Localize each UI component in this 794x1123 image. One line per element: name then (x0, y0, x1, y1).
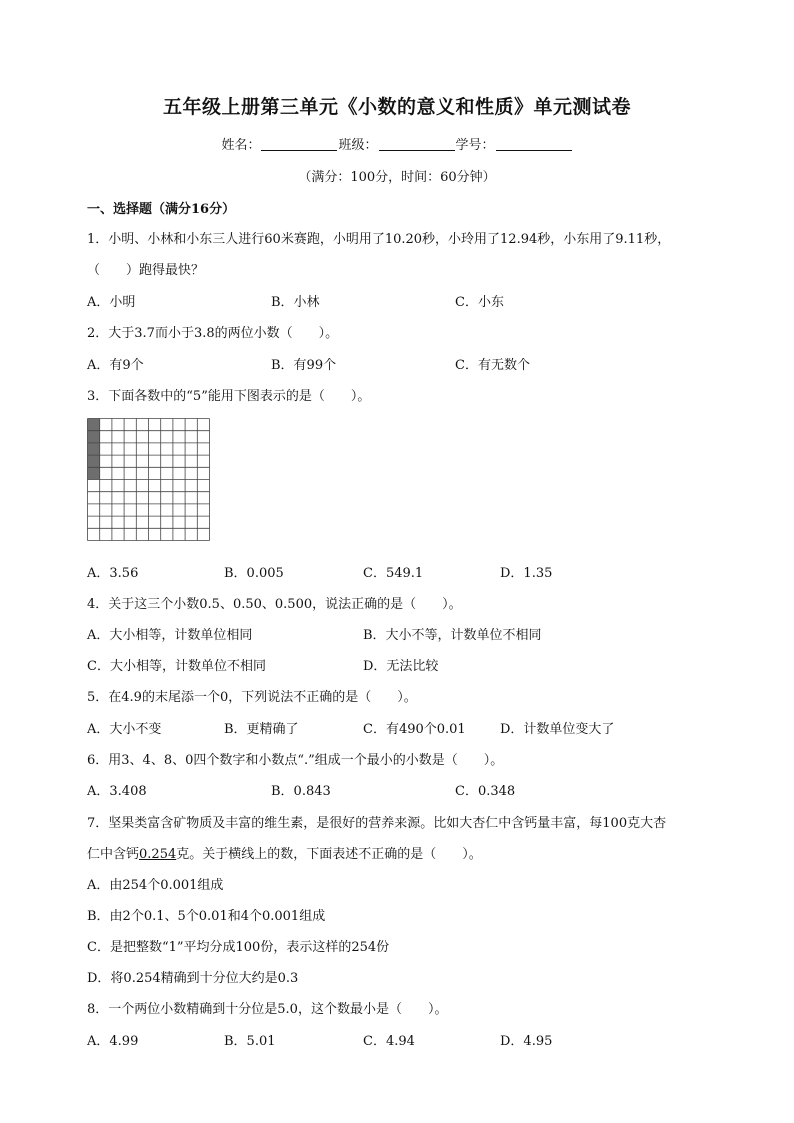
q6-option-b: B．0.843 (271, 784, 331, 799)
q4-option-c: C．大小相等，计数单位不相同 (87, 659, 266, 674)
student-info-line (0, 134, 794, 153)
shaded-cell (88, 443, 100, 455)
q7-option-d: D．将0.254精确到十分位大约是0.3 (87, 971, 299, 986)
score-time-line: （满分：100分，时间：60分钟） (298, 170, 496, 185)
q8-option-a: A．4.99 (87, 1034, 139, 1049)
question-2-text: 2．大于3.7而小于3.8的两位小数（ ）。 (87, 326, 339, 341)
q3-option-c: C．549.1 (363, 566, 424, 581)
q7-option-a: A．由254个0.001组成 (87, 878, 224, 893)
hundred-grid-figure (87, 418, 210, 541)
question-7-text-cont (87, 843, 482, 862)
q6-option-c: C．0.348 (455, 784, 516, 799)
class-blank[interactable] (379, 138, 455, 151)
q4-option-d: D．无法比较 (363, 659, 439, 674)
q8-option-b: B．5.01 (224, 1034, 276, 1049)
q5-option-d: D．计数单位变大了 (500, 722, 615, 737)
class-label: 班级： (338, 138, 378, 153)
shaded-cell (88, 467, 100, 479)
hundred-grid-svg (87, 418, 210, 541)
question-3-text: 3．下面各数中的“5”能用下图表示的是（ ）。 (87, 389, 371, 404)
name-label: 姓名： (221, 138, 261, 153)
question-5-text: 5．在4.9的末尾添一个0，下列说法不正确的是（ ）。 (87, 690, 417, 705)
q7-line2-pre: 仁中含钙 (87, 847, 140, 862)
q1-option-b: B．小林 (271, 295, 320, 310)
q5-option-b: B．更精确了 (224, 722, 299, 737)
question-1-text: 1．小明、小林和小东三人进行60米赛跑，小明用了10.20秒，小玲用了12.94秒，小东用了9.11秒， (87, 232, 671, 247)
q7-underlined-number: 0.254 (139, 847, 177, 862)
question-6-text: 6．用3、4、8、0四个数字和小数点“.”组成一个最小的小数是（ ）。 (87, 753, 504, 768)
section-heading: 一、选择题（满分16分） (87, 202, 236, 217)
q2-option-b: B．有99个 (271, 358, 337, 373)
q5-option-a: A．大小不变 (87, 722, 162, 737)
q6-option-a: A．3.408 (87, 784, 147, 799)
q7-option-c: C．是把整数“1”平均分成100份，表示这样的254份 (87, 940, 390, 955)
question-4-text: 4．关于这三个小数0.5、0.50、0.500，说法正确的是（ ）。 (87, 597, 462, 612)
id-blank[interactable] (496, 138, 572, 151)
q7-option-b: B．由2个0.1、5个0.01和4个0.001组成 (87, 909, 326, 924)
q2-option-c: C．有无数个 (455, 358, 530, 373)
question-1-text-cont: （ ）跑得最快？ (87, 263, 205, 278)
q4-option-a: A．大小相等，计数单位相同 (87, 628, 253, 643)
q7-line2-post: 克。关于横线上的数，下面表述不正确的是（ ）。 (176, 847, 482, 862)
q5-option-c: C．有490个0.01 (363, 722, 466, 737)
id-label: 学号： (455, 138, 495, 153)
shaded-cell (88, 455, 100, 467)
q3-option-b: B．0.005 (224, 566, 284, 581)
shaded-cell (88, 431, 100, 443)
question-8-text: 8．一个两位小数精确到十分位是5.0，这个数最小是（ ）。 (87, 1002, 448, 1017)
q3-option-a: A．3.56 (87, 566, 139, 581)
exam-title: 五年级上册第三单元《小数的意义和性质》单元测试卷 (162, 96, 631, 118)
q1-option-c: C．小东 (455, 295, 504, 310)
question-7-text: 7．坚果类富含矿物质及丰富的维生素，是很好的营养来源。比如大杏仁中含钙量丰富，每100克大杏 (87, 816, 667, 831)
shaded-cell (88, 419, 100, 431)
q8-option-d: D．4.95 (500, 1034, 553, 1049)
q2-option-a: A．有9个 (87, 358, 144, 373)
name-blank[interactable] (261, 138, 337, 151)
q3-option-d: D．1.35 (500, 566, 553, 581)
q8-option-c: C．4.94 (363, 1034, 415, 1049)
q4-option-b: B．大小不等，计数单位不相同 (363, 628, 542, 643)
q1-option-a: A．小明 (87, 295, 136, 310)
